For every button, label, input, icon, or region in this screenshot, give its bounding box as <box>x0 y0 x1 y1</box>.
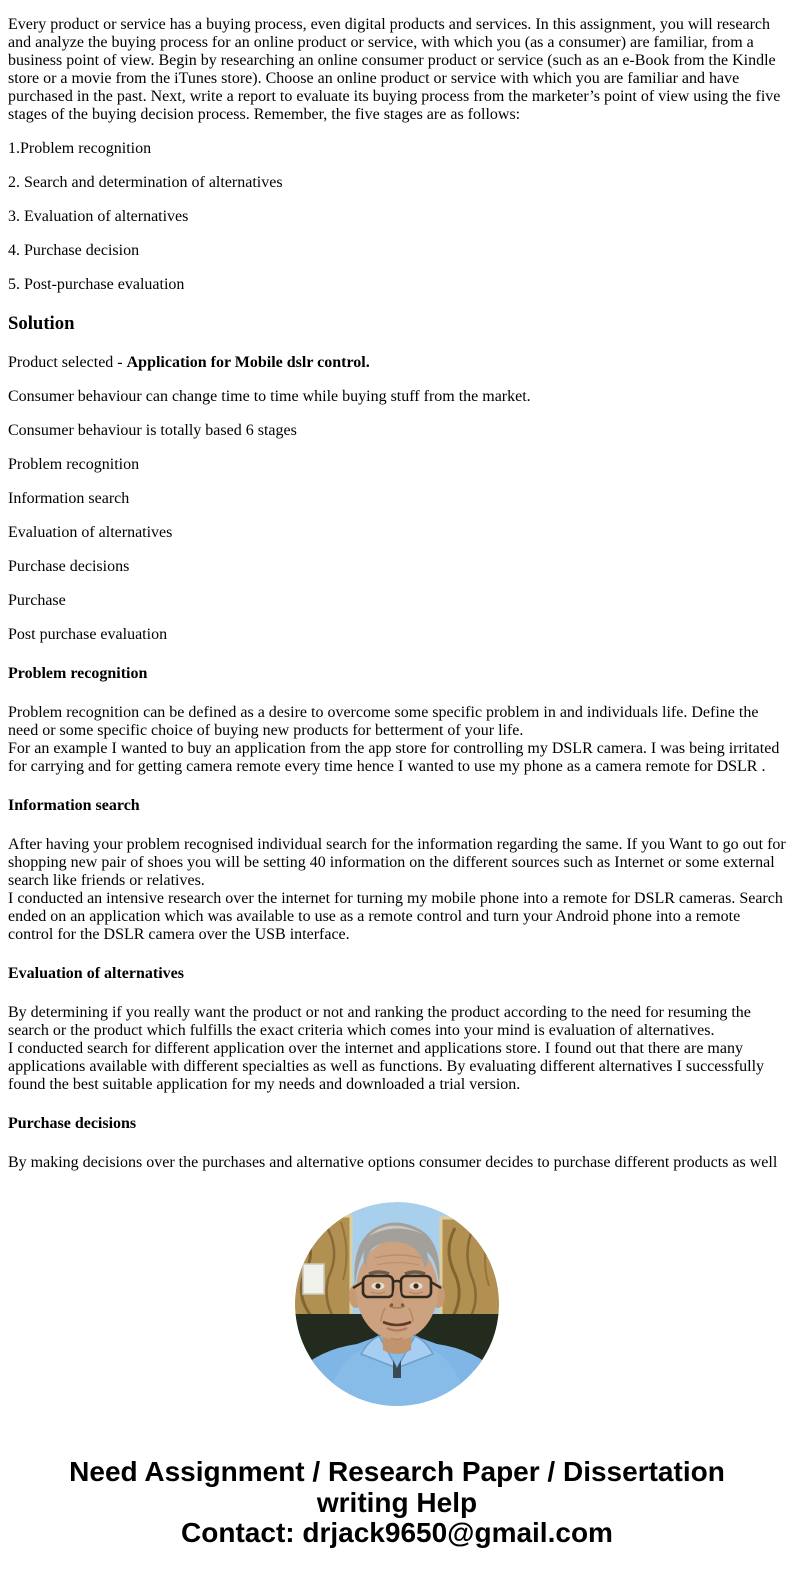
solution-heading: Solution <box>8 313 75 334</box>
stage-list-item-3: 3. Evaluation of alternatives <box>8 208 189 225</box>
section-heading-information-search: Information search <box>8 797 140 814</box>
section-body-purchase-decisions <box>8 1154 786 1172</box>
consumer-behaviour-line-2: Consumer behaviour is totally based 6 stages <box>8 422 297 439</box>
product-selected-name: Application for Mobile dslr control. <box>126 354 370 371</box>
paragraph-line: For an example I wanted to buy an application from the app store for controlling my DSLR camera. I was being irritated for carrying and for getting camera remote every time hence I wanted to use my phone as a camera remote for DSLR . <box>8 740 780 775</box>
product-selected-prefix: Product selected - <box>8 354 127 371</box>
paragraph-line: I conducted an intensive research over the internet for turning my mobile phone into a remote for DSLR cameras. Search ended on an application which was available to use as a remote control and turn your Android phone into a remote control for the DSLR camera over the USB interface. <box>8 890 783 943</box>
paragraph-line: Problem recognition can be defined as a desire to overcome some specific problem in and individuals life. Define the need or some specific choice of buying new products for betterment of your life. <box>8 704 759 739</box>
intro-paragraph: Every product or service has a buying process, even digital products and services. In this assignment, you will research and analyze the buying process for an online product or service, with which you (as a consumer) are familiar, from a business point of view. Begin by researching an online consumer product or service (such as an e-Book from the Kindle store or a movie from the iTunes store). Choose an online product or service with which you are familiar and have purchased in the past. Next, write a report to evaluate its buying process from the marketer’s point of view using the five stages of the buying decision process. Remember, the five stages are as follows: <box>8 16 781 123</box>
stage-name-post-purchase: Post purchase evaluation <box>8 626 168 643</box>
section-heading-problem-recognition: Problem recognition <box>8 665 148 682</box>
section-body-problem-recognition <box>8 704 786 776</box>
paragraph-line: After having your problem recognised individual search for the information regarding the same. If you Want to go out for shopping new pair of shoes you will be setting 40 information on the different sources such as Internet or some external search like friends or relatives. <box>8 836 786 889</box>
stage-list-item-2: 2. Search and determination of alternatives <box>8 174 283 191</box>
profile-photo <box>295 1202 499 1406</box>
stage-name-purchase: Purchase <box>8 592 66 609</box>
stage-list-item-5: 5. Post-purchase evaluation <box>8 276 185 293</box>
elderly-man-portrait-icon <box>295 1202 499 1406</box>
stage-name-evaluation: Evaluation of alternatives <box>8 524 173 541</box>
paragraph-line: By making decisions over the purchases and alternative options consumer decides to purchase different products as well <box>8 1154 778 1171</box>
footer-contact-email: Contact: drjack9650@gmail.com <box>181 1517 613 1549</box>
paragraph-line: By determining if you really want the product or not and ranking the product according to the need for resuming the search or the product which fulfills the exact criteria which comes into your mind is evaluation of alternatives. <box>8 1004 751 1039</box>
product-selected-line <box>8 354 786 372</box>
footer-banner <box>8 1457 786 1549</box>
section-heading-purchase-decisions: Purchase decisions <box>8 1115 137 1132</box>
stage-name-problem-recognition: Problem recognition <box>8 456 140 473</box>
stage-list-item-1: 1.Problem recognition <box>8 140 152 157</box>
footer-banner-line-2: writing Help <box>316 1486 478 1518</box>
stage-list-item-4: 4. Purchase decision <box>8 242 140 259</box>
paragraph-line: I conducted search for different application over the internet and applications store. I found out that there are many applications available with different specialties as well as functions. By evaluating different alternatives I successfully found the best suitable application for my needs and downloaded a trial version. <box>8 1040 765 1093</box>
section-body-information-search <box>8 836 786 944</box>
profile-photo-figure <box>8 1202 786 1411</box>
section-body-evaluation <box>8 1004 786 1094</box>
consumer-behaviour-line-1: Consumer behaviour can change time to time while buying stuff from the market. <box>8 388 531 405</box>
stage-name-information-search: Information search <box>8 490 130 507</box>
stage-name-purchase-decisions: Purchase decisions <box>8 558 130 575</box>
footer-banner-line-1: Need Assignment / Research Paper / Dissertation <box>69 1456 725 1487</box>
section-heading-evaluation: Evaluation of alternatives <box>8 965 184 982</box>
